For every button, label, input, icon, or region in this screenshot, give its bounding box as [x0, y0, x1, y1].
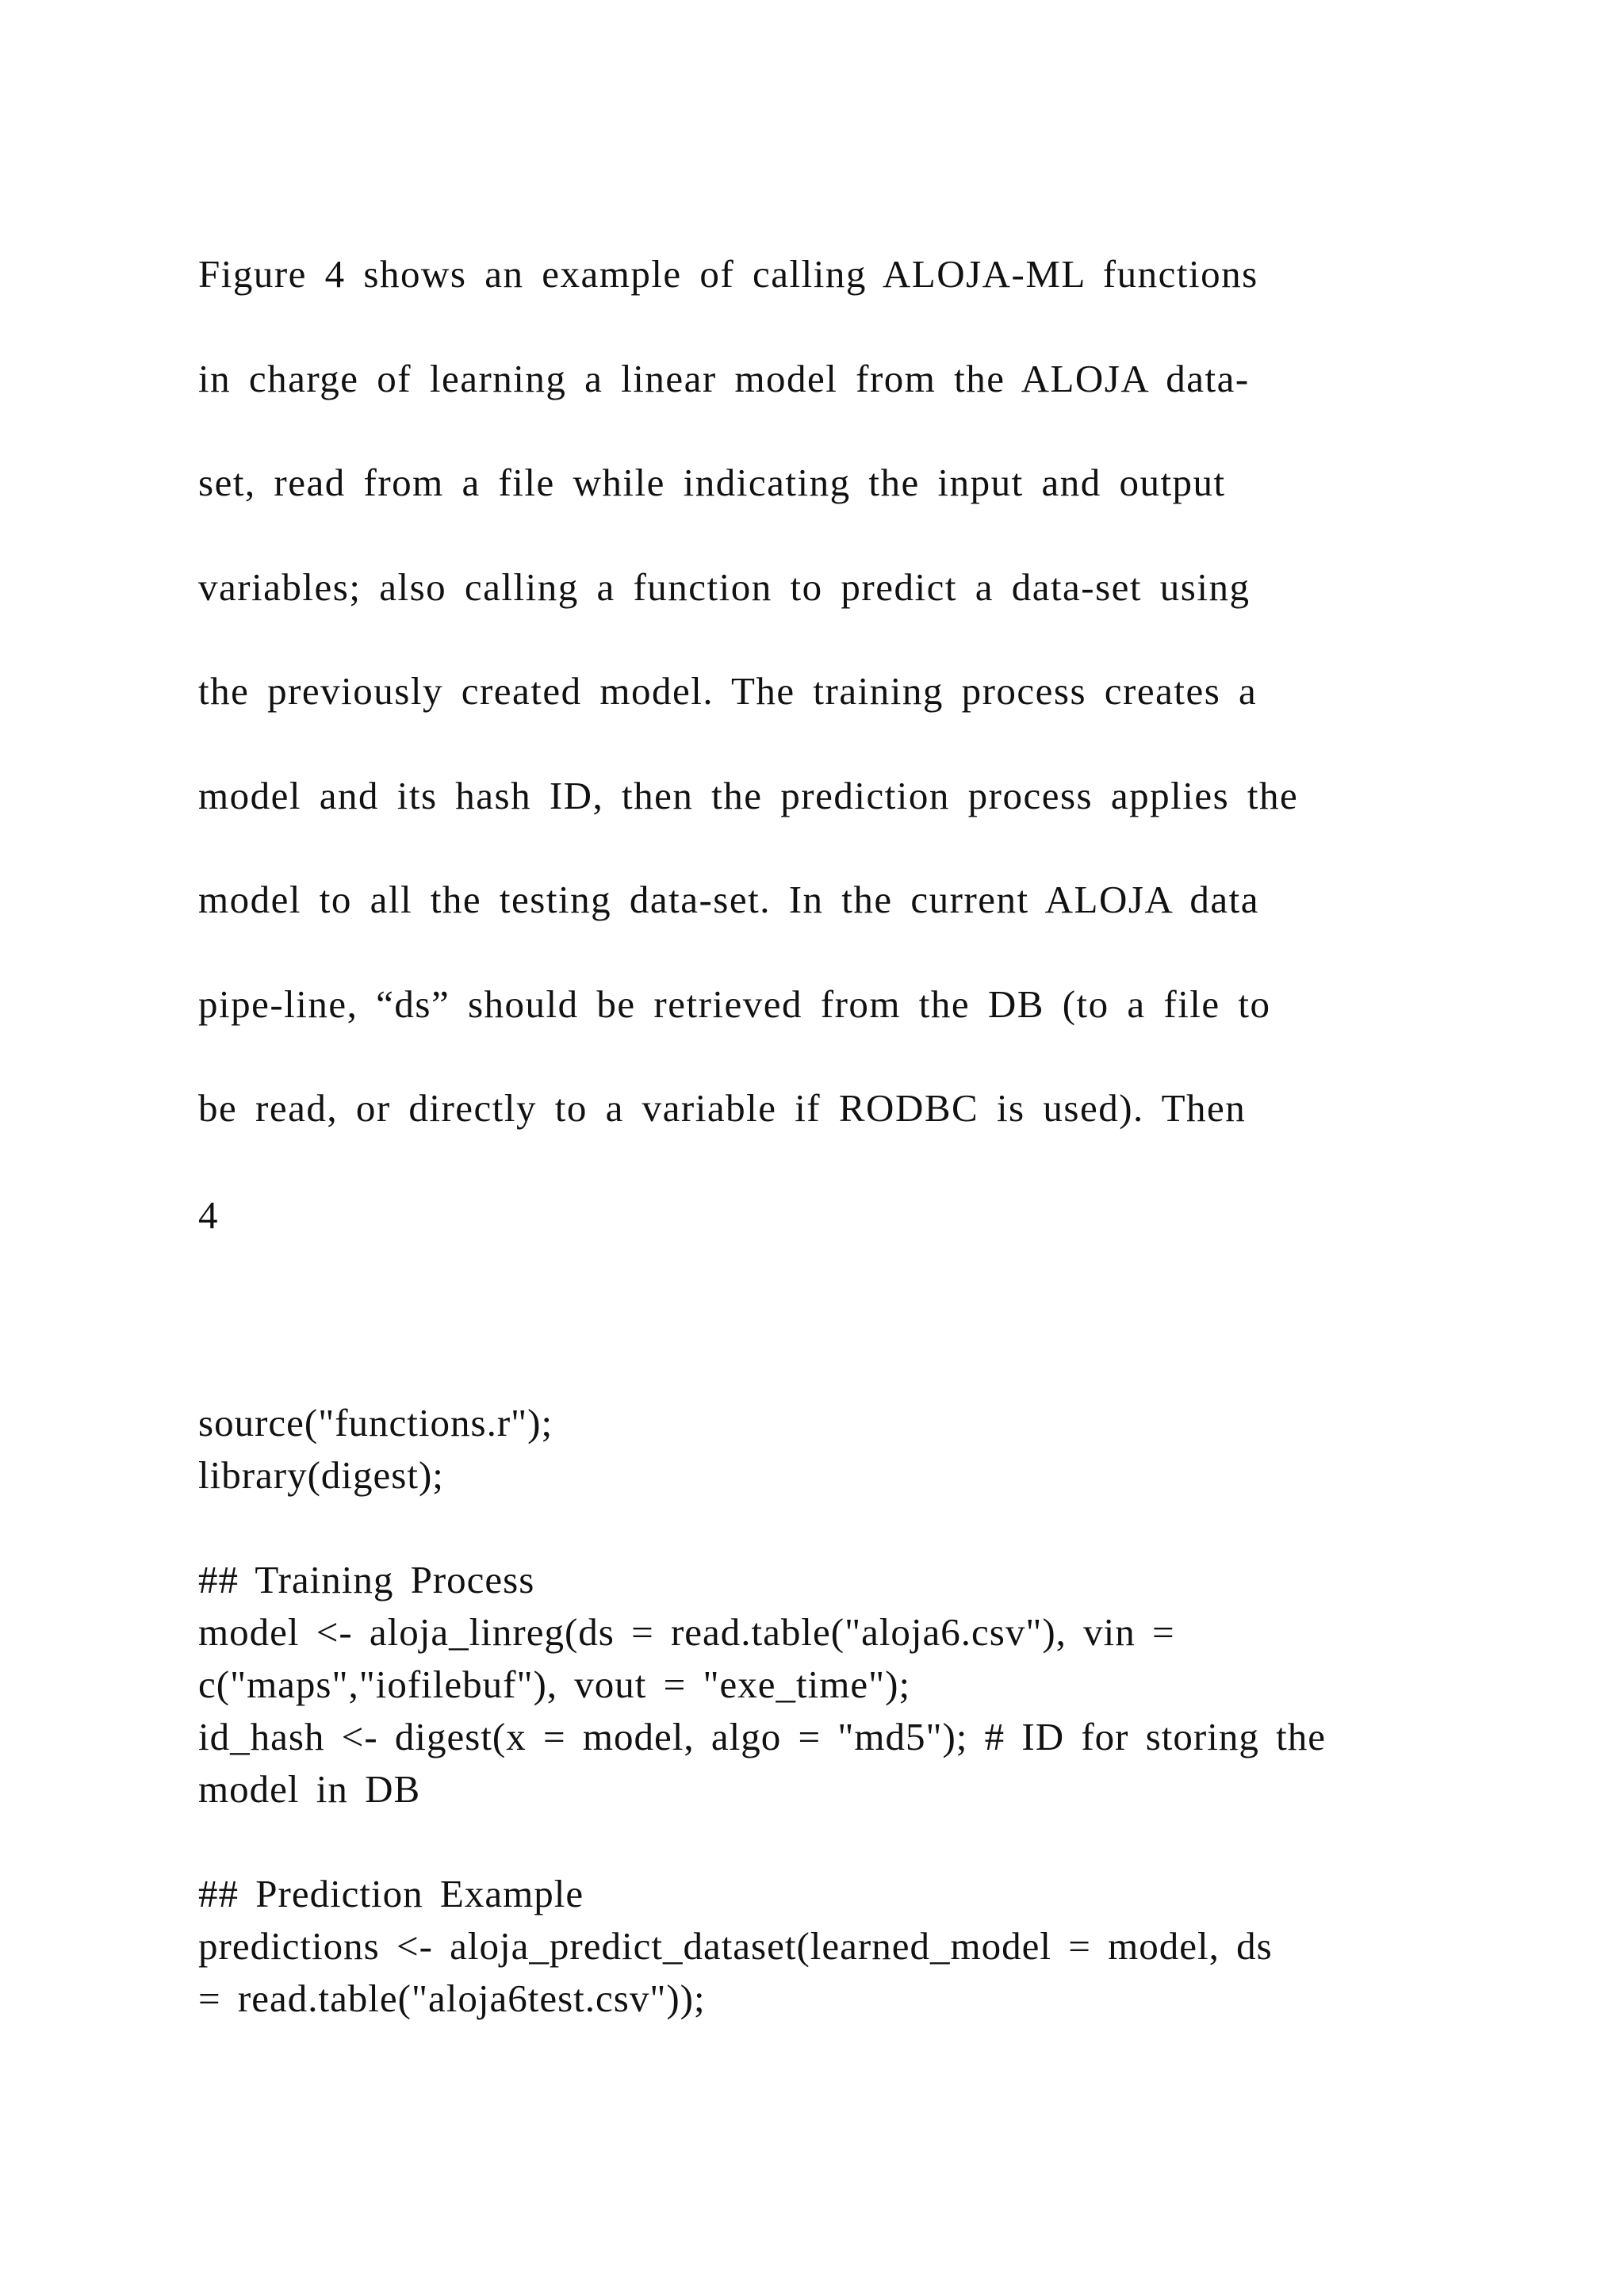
code-comment-training: ## Training Process	[198, 1558, 535, 1601]
code-line-id-hash: id_hash <- digest(x = model, algo = "md5"); # ID for storing the	[198, 1715, 1326, 1758]
paragraph-line: model to all the testing data-set. In the current ALOJA data	[198, 878, 1259, 921]
paragraph-line: pipe-line, “ds” should be retrieved from the DB (to a file to	[198, 982, 1271, 1026]
code-line-source: source("functions.r");	[198, 1401, 553, 1445]
code-line-predictions: predictions <- aloja_predict_dataset(learned_model = model, ds	[198, 1924, 1273, 1968]
paragraph-line: in charge of learning a linear model from the ALOJA data-	[198, 356, 1250, 400]
code-comment-prediction: ## Prediction Example	[198, 1872, 584, 1915]
paragraph-line: the previously created model. The training process creates a	[198, 669, 1258, 713]
body-paragraph	[198, 246, 1435, 1184]
code-line-model: model <- aloja_linreg(ds = read.table("aloja6.csv"), vin =	[198, 1610, 1175, 1654]
paragraph-line: be read, or directly to a variable if RODBC is used). Then	[198, 1086, 1247, 1130]
paragraph-line: Figure 4 shows an example of calling ALOJA-ML functions	[198, 252, 1258, 296]
code-line-model-cont: c("maps","iofilebuf"), vout = "exe_time");	[198, 1663, 911, 1706]
code-blank-line	[198, 1502, 1467, 1554]
code-line-library: library(digest);	[198, 1453, 444, 1497]
code-line-predictions-cont: = read.table("aloja6test.csv"));	[198, 1976, 706, 2020]
code-line-id-hash-cont: model in DB	[198, 1767, 421, 1811]
paragraph-line: set, read from a file while indicating the input and output	[198, 461, 1226, 504]
code-listing	[198, 1397, 1467, 2025]
paragraph-line: variables; also calling a function to predict a data-set using	[198, 564, 1251, 609]
code-blank-line	[198, 1816, 1467, 1868]
paragraph-line: model and its hash ID, then the prediction process applies the	[198, 773, 1299, 817]
page-number: 4	[198, 1193, 218, 1237]
